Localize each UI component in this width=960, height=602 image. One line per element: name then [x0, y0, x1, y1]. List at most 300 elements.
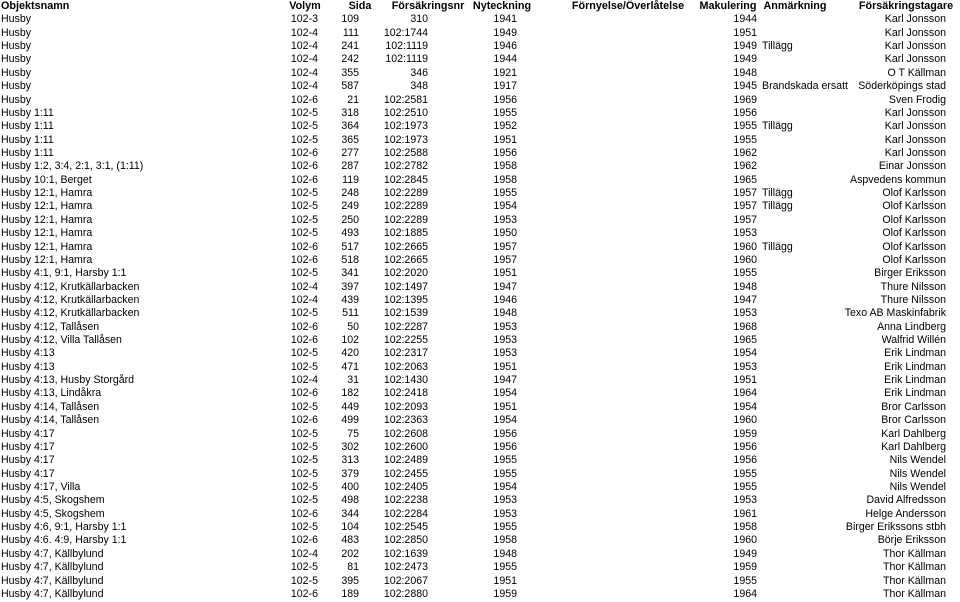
cell-forsakringstagare: Helge Andersson	[865, 507, 946, 520]
cell-volym: 102-6	[290, 534, 318, 547]
cell-volym: 102-5	[290, 227, 318, 240]
cell-nyteckning: 1955	[493, 187, 517, 200]
cell-makulering: 1960	[733, 414, 757, 427]
cell-makulering: 1960	[733, 534, 757, 547]
table-row[interactable]	[0, 13, 960, 26]
table-row[interactable]	[0, 147, 960, 160]
cell-forsakringsnr: 102:2289	[383, 187, 428, 200]
cell-nyteckning: 1957	[493, 253, 517, 266]
cell-volym: 102-6	[290, 334, 318, 347]
table-row[interactable]	[0, 361, 960, 374]
cell-forsakringstagare: Bror Carlsson	[881, 400, 946, 413]
cell-objektsnamn: Husby 4:14, Tallåsen	[1, 400, 100, 413]
cell-volym: 102-6	[290, 414, 318, 427]
cell-forsakringstagare: Anna Lindberg	[877, 320, 946, 333]
cell-forsakringstagare: Thor Källman	[883, 574, 946, 587]
cell-sida: 498	[341, 494, 359, 507]
cell-objektsnamn: Husby 4:12, Villa Tallåsen	[1, 334, 122, 347]
cell-sida: 355	[341, 66, 359, 79]
cell-sida: 102	[341, 334, 359, 347]
table-row[interactable]	[0, 40, 960, 53]
cell-objektsnamn: Husby 1:2, 3:4, 2:1, 3:1, (1:11)	[1, 160, 144, 173]
cell-volym: 102-6	[290, 507, 318, 520]
cell-volym: 102-5	[290, 360, 318, 373]
cell-makulering: 1957	[733, 213, 757, 226]
cell-nyteckning: 1953	[493, 213, 517, 226]
cell-volym: 102-5	[290, 347, 318, 360]
cell-forsakringsnr: 102:2363	[383, 414, 428, 427]
cell-forsakringsnr: 102:2510	[383, 106, 428, 119]
cell-makulering: 1949	[733, 53, 757, 66]
cell-sida: 302	[341, 440, 359, 453]
cell-forsakringsnr: 348	[410, 80, 428, 93]
cell-objektsnamn: Husby 4:12, Krutkällarbacken	[1, 293, 140, 306]
table-row[interactable]	[0, 428, 960, 441]
cell-objektsnamn: Husby 4:17	[1, 467, 55, 480]
cell-nyteckning: 1951	[493, 360, 517, 373]
cell-nyteckning: 1948	[493, 307, 517, 320]
cell-forsakringstagare: Thor Källman	[883, 587, 946, 600]
cell-objektsnamn: Husby 4:17	[1, 454, 55, 467]
cell-volym: 102-4	[290, 40, 318, 53]
cell-volym: 102-5	[290, 133, 318, 146]
cell-makulering: 1955	[733, 467, 757, 480]
cell-forsakringstagare: Thure Nilsson	[880, 293, 946, 306]
table-row[interactable]	[0, 387, 960, 400]
cell-makulering: 1955	[733, 481, 757, 493]
column-header-anmarkning[interactable]: Anmärkning	[763, 0, 827, 12]
cell-nyteckning: 1951	[493, 267, 517, 280]
table-row[interactable]	[0, 174, 960, 187]
cell-nyteckning: 1956	[493, 147, 517, 159]
cell-forsakringsnr: 102:2067	[383, 574, 428, 587]
table-row[interactable]	[0, 374, 960, 387]
cell-sida: 50	[347, 320, 359, 333]
cell-makulering: 1959	[733, 427, 757, 440]
cell-forsakringstagare: Erik Lindman	[884, 387, 946, 400]
cell-sida: 182	[341, 387, 359, 400]
cell-nyteckning: 1955	[493, 521, 517, 534]
cell-nyteckning: 1917	[493, 80, 517, 93]
cell-objektsnamn: Husby 1:11	[1, 120, 54, 133]
cell-nyteckning: 1952	[493, 120, 517, 133]
cell-makulering: 1949	[733, 40, 757, 53]
cell-sida: 31	[347, 374, 359, 387]
cell-volym: 102-4	[290, 547, 318, 560]
cell-volym: 102-5	[290, 427, 318, 440]
cell-nyteckning: 1951	[493, 574, 517, 587]
table-row[interactable]	[0, 254, 960, 267]
cell-makulering: 1945	[733, 80, 757, 93]
table-header-row	[0, 0, 960, 13]
cell-volym: 102-5	[290, 494, 318, 507]
cell-sida: 248	[341, 187, 359, 200]
cell-forsakringstagare: Sven Frodig	[888, 93, 946, 106]
cell-nyteckning: 1958	[493, 160, 517, 173]
table-row[interactable]	[0, 27, 960, 40]
column-header-sida[interactable]: Sida	[348, 0, 372, 12]
cell-makulering: 1957	[733, 187, 757, 200]
cell-sida: 395	[341, 574, 359, 587]
column-header-objektsnamn[interactable]: Objektsnamn	[1, 0, 70, 12]
cell-nyteckning: 1955	[493, 561, 517, 574]
table-row[interactable]	[0, 307, 960, 320]
cell-volym: 102-5	[290, 454, 318, 467]
cell-volym: 102-5	[290, 400, 318, 413]
cell-objektsnamn: Husby 12:1, Hamra	[1, 240, 93, 253]
cell-forsakringstagare: Birger Erikssons stbh	[845, 521, 946, 534]
cell-makulering: 1961	[733, 507, 757, 520]
table-row[interactable]	[0, 200, 960, 213]
cell-volym: 102-5	[290, 187, 318, 200]
cell-objektsnamn: Husby 12:1, Hamra	[1, 187, 93, 200]
cell-sida: 397	[341, 280, 359, 293]
table-row[interactable]	[0, 281, 960, 294]
table-row[interactable]	[0, 441, 960, 454]
cell-makulering: 1956	[733, 440, 757, 453]
cell-forsakringsnr: 102:2489	[383, 454, 428, 467]
cell-objektsnamn: Husby 4:7, Källbylund	[1, 574, 104, 587]
cell-objektsnamn: Husby 12:1, Hamra	[1, 213, 93, 226]
cell-forsakringstagare: Einar Jonsson	[878, 160, 946, 173]
cell-forsakringsnr: 102:1973	[383, 120, 428, 133]
table-row[interactable]	[0, 347, 960, 360]
cell-nyteckning: 1948	[493, 547, 517, 560]
cell-forsakringstagare: Olof Karlsson	[882, 227, 946, 240]
cell-objektsnamn: Husby 4:13, Husby Storgård	[1, 374, 135, 387]
cell-objektsnamn: Husby 4:7, Källbylund	[1, 561, 104, 574]
cell-forsakringsnr: 102:2850	[383, 534, 428, 547]
cell-forsakringstagare: Karl Jonsson	[884, 147, 946, 159]
cell-makulering: 1964	[733, 387, 757, 400]
cell-forsakringsnr: 102:1497	[383, 280, 428, 293]
cell-forsakringstagare: Karl Jonsson	[884, 106, 946, 119]
cell-forsakringsnr: 310	[410, 13, 428, 26]
cell-sida: 313	[341, 454, 359, 467]
cell-nyteckning: 1953	[493, 320, 517, 333]
cell-sida: 75	[347, 427, 359, 440]
cell-volym: 102-5	[290, 467, 318, 480]
cell-volym: 102-4	[290, 280, 318, 293]
cell-sida: 518	[341, 253, 359, 266]
cell-sida: 400	[341, 481, 359, 493]
table-row[interactable]	[0, 94, 960, 107]
table-row[interactable]	[0, 508, 960, 521]
table-row[interactable]	[0, 454, 960, 467]
cell-nyteckning: 1958	[493, 534, 517, 547]
cell-makulering: 1949	[733, 547, 757, 560]
cell-volym: 102-6	[290, 173, 318, 186]
cell-sida: 493	[341, 227, 359, 240]
column-header-forsakringsnr[interactable]: Försäkringsnr	[391, 0, 465, 12]
table-row[interactable]	[0, 534, 960, 547]
cell-sida: 119	[342, 173, 359, 186]
cell-forsakringstagare: Thor Källman	[883, 561, 946, 574]
cell-anmarkning: Tillägg	[762, 40, 793, 53]
cell-objektsnamn: Husby	[1, 13, 32, 26]
cell-nyteckning: 1954	[493, 414, 517, 427]
column-header-forsakringstagare[interactable]: Försäkringstagare	[858, 0, 954, 12]
cell-objektsnamn: Husby 4:12, Tallåsen	[1, 320, 100, 333]
cell-forsakringsnr: 102:2608	[383, 427, 428, 440]
cell-makulering: 1960	[733, 240, 757, 253]
cell-sida: 344	[341, 507, 359, 520]
cell-makulering: 1953	[733, 227, 757, 240]
cell-makulering: 1953	[733, 494, 757, 507]
cell-volym: 102-4	[290, 374, 318, 387]
cell-anmarkning: Tillägg	[762, 240, 793, 253]
cell-makulering: 1948	[733, 66, 757, 79]
cell-forsakringsnr: 102:2289	[383, 200, 428, 213]
cell-volym: 102-5	[290, 213, 318, 226]
cell-makulering: 1958	[733, 521, 757, 534]
cell-forsakringstagare: Thor Källman	[883, 547, 946, 560]
cell-sida: 471	[341, 360, 359, 373]
cell-forsakringsnr: 102:1119	[385, 53, 428, 66]
cell-sida: 104	[341, 521, 359, 534]
table-row[interactable]	[0, 107, 960, 120]
cell-volym: 102-6	[290, 320, 318, 333]
cell-volym: 102-6	[290, 587, 318, 600]
cell-volym: 102-3	[290, 13, 318, 26]
cell-forsakringsnr: 102:2287	[383, 320, 428, 333]
table-row[interactable]	[0, 294, 960, 307]
cell-forsakringstagare: Karl Jonsson	[884, 40, 946, 53]
cell-sida: 287	[341, 160, 359, 173]
cell-nyteckning: 1946	[493, 293, 517, 306]
cell-makulering: 1953	[733, 360, 757, 373]
cell-sida: 111	[342, 26, 359, 39]
cell-forsakringstagare: David Alfredsson	[866, 494, 946, 507]
cell-objektsnamn: Husby 4:5, Skogshem	[1, 507, 105, 520]
cell-nyteckning: 1951	[493, 133, 517, 146]
cell-objektsnamn: Husby 4:17, Villa	[1, 481, 81, 493]
cell-nyteckning: 1957	[493, 240, 517, 253]
table-row[interactable]	[0, 187, 960, 200]
table-row[interactable]	[0, 588, 960, 601]
column-header-volym[interactable]: Volym	[289, 0, 321, 12]
cell-makulering: 1957	[733, 200, 757, 213]
table-row[interactable]	[0, 334, 960, 347]
cell-sida: 511	[342, 307, 359, 320]
cell-nyteckning: 1953	[493, 507, 517, 520]
cell-forsakringstagare: Olof Karlsson	[882, 253, 946, 266]
table-row[interactable]	[0, 481, 960, 494]
cell-nyteckning: 1947	[493, 280, 517, 293]
cell-forsakringsnr: 102:1539	[383, 307, 428, 320]
cell-volym: 102-5	[290, 521, 318, 534]
cell-forsakringstagare: Texo AB Maskinfabrik	[844, 307, 946, 320]
table-row[interactable]	[0, 214, 960, 227]
cell-sida: 365	[341, 133, 359, 146]
column-header-nyteckning[interactable]: Nyteckning	[472, 0, 532, 12]
cell-forsakringstagare: Nils Wendel	[889, 454, 946, 467]
cell-objektsnamn: Husby 4:12, Krutkällarbacken	[1, 280, 140, 293]
table-row[interactable]	[0, 134, 960, 147]
cell-forsakringsnr: 102:1973	[383, 133, 428, 146]
cell-makulering: 1965	[733, 334, 757, 347]
table-row[interactable]	[0, 120, 960, 133]
cell-forsakringsnr: 102:2880	[383, 587, 428, 600]
cell-sida: 189	[341, 587, 359, 600]
table-row[interactable]	[0, 321, 960, 334]
cell-anmarkning: Brandskada ersatt	[762, 80, 848, 93]
cell-forsakringsnr: 102:2665	[383, 253, 428, 266]
cell-volym: 102-4	[290, 66, 318, 79]
cell-objektsnamn: Husby 1:11	[1, 147, 54, 159]
cell-makulering: 1955	[733, 267, 757, 280]
cell-objektsnamn: Husby 4:7, Källbylund	[1, 547, 104, 560]
cell-forsakringsnr: 102:1395	[383, 293, 428, 306]
cell-makulering: 1962	[733, 160, 757, 173]
cell-forsakringstagare: Nils Wendel	[889, 481, 946, 493]
cell-sida: 499	[341, 414, 359, 427]
table-row[interactable]	[0, 160, 960, 173]
cell-forsakringstagare: Olof Karlsson	[882, 240, 946, 253]
cell-sida: 587	[341, 80, 359, 93]
cell-sida: 483	[341, 534, 359, 547]
cell-forsakringsnr: 346	[410, 66, 428, 79]
cell-objektsnamn: Husby 12:1, Hamra	[1, 253, 93, 266]
cell-forsakringsnr: 102:2238	[383, 494, 428, 507]
cell-objektsnamn: Husby	[1, 40, 32, 53]
cell-forsakringstagare: Bror Carlsson	[881, 414, 946, 427]
table-row[interactable]	[0, 401, 960, 414]
cell-anmarkning: Tillägg	[762, 187, 793, 200]
cell-makulering: 1954	[733, 347, 757, 360]
cell-makulering: 1955	[733, 133, 757, 146]
cell-sida: 379	[341, 467, 359, 480]
table-row[interactable]	[0, 548, 960, 561]
cell-sida: 318	[341, 106, 359, 119]
cell-forsakringstagare: Erik Lindman	[884, 374, 946, 387]
cell-forsakringsnr: 102:2581	[383, 93, 428, 106]
cell-makulering: 1959	[733, 561, 757, 574]
cell-volym: 102-6	[290, 160, 318, 173]
cell-forsakringsnr: 102:2588	[383, 147, 428, 159]
cell-sida: 250	[341, 213, 359, 226]
cell-sida: 364	[341, 120, 359, 133]
cell-volym: 102-5	[290, 200, 318, 213]
cell-objektsnamn: Husby	[1, 26, 32, 39]
column-header-makulering[interactable]: Makulering	[699, 0, 757, 12]
cell-sida: 241	[341, 40, 359, 53]
cell-forsakringsnr: 102:1430	[383, 374, 428, 387]
cell-nyteckning: 1956	[493, 440, 517, 453]
cell-nyteckning: 1959	[493, 587, 517, 600]
cell-forsakringsnr: 102:2455	[383, 467, 428, 480]
cell-volym: 102-5	[290, 106, 318, 119]
cell-volym: 102-4	[290, 80, 318, 93]
cell-sida: 341	[341, 267, 359, 280]
cell-forsakringsnr: 102:2289	[383, 213, 428, 226]
cell-forsakringsnr: 102:2405	[383, 481, 428, 493]
cell-objektsnamn: Husby	[1, 93, 32, 106]
cell-objektsnamn: Husby 4:17	[1, 440, 55, 453]
cell-makulering: 1951	[733, 374, 757, 387]
cell-forsakringstagare: Karl Jonsson	[884, 13, 946, 26]
cell-forsakringstagare: Karl Jonsson	[884, 26, 946, 39]
cell-volym: 102-5	[290, 481, 318, 493]
cell-volym: 102-4	[290, 293, 318, 306]
cell-makulering: 1969	[733, 93, 757, 106]
cell-nyteckning: 1956	[493, 93, 517, 106]
cell-objektsnamn: Husby 1:11	[1, 106, 54, 119]
cell-forsakringsnr: 102:1639	[383, 547, 428, 560]
table-row[interactable]	[0, 575, 960, 588]
cell-objektsnamn: Husby 4:7, Källbylund	[1, 587, 104, 600]
cell-nyteckning: 1958	[493, 173, 517, 186]
table-row[interactable]	[0, 561, 960, 574]
cell-forsakringstagare: Aspvedens kommun	[850, 173, 946, 186]
cell-sida: 81	[347, 561, 359, 574]
cell-forsakringstagare: Olof Karlsson	[882, 200, 946, 213]
cell-forsakringsnr: 102:2255	[383, 334, 428, 347]
cell-forsakringsnr: 102:1744	[383, 26, 428, 39]
cell-makulering: 1965	[733, 173, 757, 186]
cell-makulering: 1954	[733, 400, 757, 413]
table-row[interactable]	[0, 494, 960, 507]
cell-objektsnamn: Husby 4:6. 4:9, Harsby 1:1	[1, 534, 127, 547]
table-row[interactable]	[0, 80, 960, 93]
cell-makulering: 1960	[733, 253, 757, 266]
cell-objektsnamn: Husby 4:1, 9:1, Harsby 1:1	[1, 267, 127, 280]
cell-forsakringstagare: Karl Jonsson	[884, 133, 946, 146]
table-row[interactable]	[0, 521, 960, 534]
cell-forsakringstagare: Karl Jonsson	[884, 120, 946, 133]
cell-forsakringsnr: 102:1885	[383, 227, 428, 240]
cell-forsakringsnr: 102:2665	[383, 240, 428, 253]
cell-anmarkning: Tillägg	[762, 200, 793, 213]
cell-sida: 202	[341, 547, 359, 560]
cell-sida: 249	[341, 200, 359, 213]
cell-nyteckning: 1941	[493, 13, 517, 26]
cell-forsakringsnr: 102:2600	[383, 440, 428, 453]
cell-forsakringsnr: 102:2093	[383, 400, 428, 413]
table-row[interactable]	[0, 53, 960, 66]
cell-volym: 102-6	[290, 147, 318, 159]
cell-nyteckning: 1954	[493, 387, 517, 400]
table-row[interactable]	[0, 267, 960, 280]
table-row[interactable]	[0, 468, 960, 481]
table-row[interactable]	[0, 241, 960, 254]
cell-sida: 109	[341, 13, 359, 26]
cell-forsakringsnr: 102:2545	[383, 521, 428, 534]
cell-anmarkning: Tillägg	[762, 120, 793, 133]
cell-sida: 420	[341, 347, 359, 360]
column-header-fornyelse[interactable]: Förnyelse/Överlåtelse	[571, 0, 685, 12]
table-row[interactable]	[0, 414, 960, 427]
cell-volym: 102-5	[290, 120, 318, 133]
cell-forsakringsnr: 102:2063	[383, 360, 428, 373]
cell-sida: 449	[341, 400, 359, 413]
cell-forsakringstagare: Börje Eriksson	[877, 534, 946, 547]
cell-nyteckning: 1955	[493, 467, 517, 480]
cell-nyteckning: 1956	[493, 427, 517, 440]
cell-volym: 102-6	[290, 93, 318, 106]
cell-forsakringstagare: Erik Lindman	[884, 360, 946, 373]
table-row[interactable]	[0, 227, 960, 240]
cell-objektsnamn: Husby 4:13, Lindåkra	[1, 387, 102, 400]
cell-forsakringstagare: Karl Dahlberg	[881, 427, 946, 440]
cell-objektsnamn: Husby 4:17	[1, 427, 55, 440]
cell-sida: 439	[341, 293, 359, 306]
cell-volym: 102-6	[290, 387, 318, 400]
table-row[interactable]	[0, 67, 960, 80]
cell-nyteckning: 1954	[493, 481, 517, 493]
cell-objektsnamn: Husby 12:1, Hamra	[1, 227, 93, 240]
cell-volym: 102-4	[290, 26, 318, 39]
